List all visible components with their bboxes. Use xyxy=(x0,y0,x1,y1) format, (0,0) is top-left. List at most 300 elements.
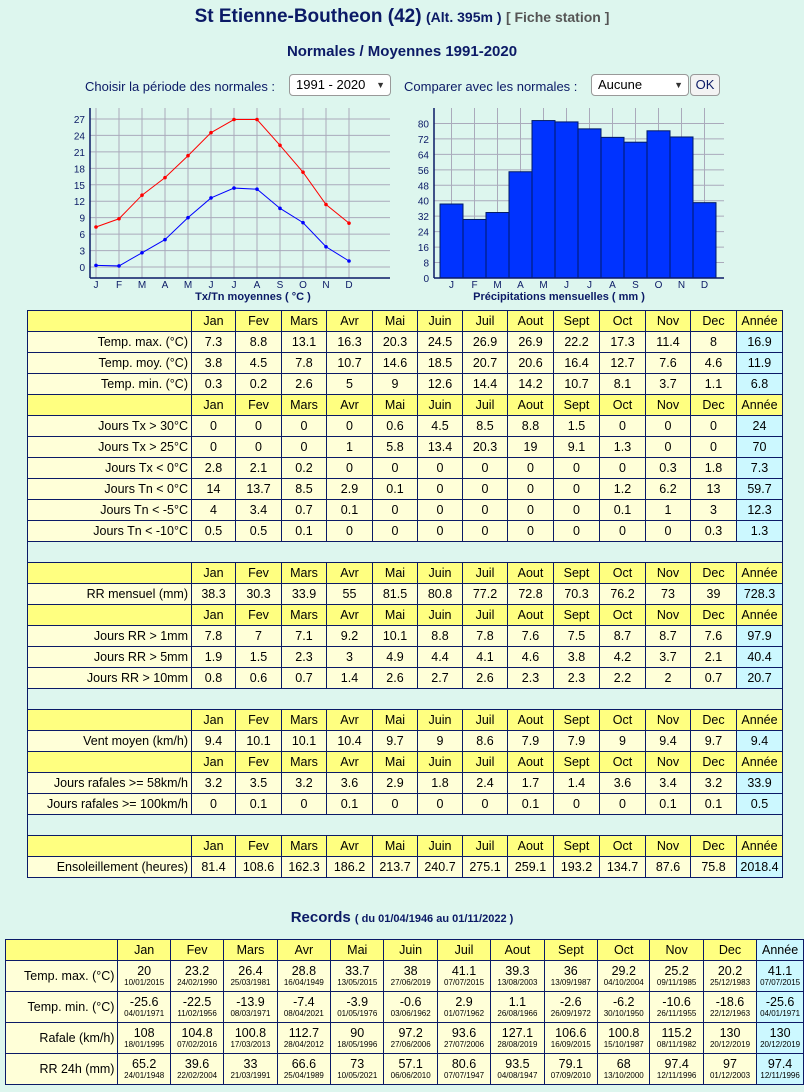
month-header-row xyxy=(28,710,783,731)
table-row xyxy=(28,416,783,437)
record-date: 13/09/1987 xyxy=(550,978,591,987)
period-select-value: 1991 - 2020 xyxy=(296,77,366,92)
record-date: 07/02/2016 xyxy=(177,1040,218,1049)
annee-value-cell: 728.3 xyxy=(737,584,783,605)
annee-value-cell: 6.8 xyxy=(737,374,783,395)
value-cell: 0 xyxy=(508,500,554,521)
precip-bar xyxy=(693,203,716,278)
value-cell: 81.5 xyxy=(373,584,418,605)
row-label: RR mensuel (mm) xyxy=(28,584,192,605)
record-value: 20.2 xyxy=(717,964,743,978)
month-header-cell: Juil xyxy=(463,605,508,626)
value-cell: 8.8 xyxy=(236,332,282,353)
records-row xyxy=(6,1054,804,1085)
normales-table xyxy=(27,310,783,878)
series-line xyxy=(96,188,349,266)
value-cell: 3.8 xyxy=(192,353,236,374)
month-header-cell: Sept xyxy=(554,605,600,626)
month-header-cell: Juil xyxy=(437,940,490,961)
record-value: 41.1 xyxy=(767,964,793,978)
annee-value-cell: 12.3 xyxy=(737,500,783,521)
value-cell: 0.1 xyxy=(236,794,282,815)
value-cell: 2.3 xyxy=(508,668,554,689)
record-value: 39.3 xyxy=(505,964,530,978)
x-tick-label: J xyxy=(564,280,569,291)
precip-bar xyxy=(670,137,693,278)
record-cell xyxy=(224,1023,277,1054)
precip-bar xyxy=(578,129,601,278)
month-header-cell: Sept xyxy=(554,752,600,773)
annee-value-cell: 70 xyxy=(737,437,783,458)
record-value: 97.4 xyxy=(664,1057,689,1071)
month-header-cell: Fev xyxy=(236,563,282,584)
value-cell: 7.8 xyxy=(282,353,327,374)
month-header-cell: Dec xyxy=(691,752,737,773)
y-tick-label: 64 xyxy=(417,150,429,162)
y-tick-label: 27 xyxy=(73,114,85,126)
normales-subtitle: Normales / Moyennes 1991-2020 xyxy=(286,43,518,60)
value-cell: 3.6 xyxy=(327,773,373,794)
spacer-row xyxy=(28,815,783,836)
data-point xyxy=(347,221,351,225)
record-value: 97.2 xyxy=(398,1026,423,1040)
record-value: 28.8 xyxy=(291,964,317,978)
record-value: -2.6 xyxy=(560,995,582,1009)
value-cell: 0 xyxy=(236,437,282,458)
x-tick-label: M xyxy=(493,280,502,291)
value-cell: 72.8 xyxy=(508,584,554,605)
record-cell xyxy=(170,1054,223,1085)
value-cell: 3.7 xyxy=(646,647,691,668)
data-point xyxy=(117,264,121,268)
record-date: 16/04/1949 xyxy=(283,978,324,987)
data-point xyxy=(209,196,213,200)
row-label: Jours RR > 1mm xyxy=(28,626,192,647)
value-cell: 0 xyxy=(463,500,508,521)
value-cell: 0.3 xyxy=(192,374,236,395)
record-cell xyxy=(331,1023,384,1054)
month-header-row xyxy=(28,836,783,857)
annee-header-cell: Année xyxy=(737,710,783,731)
value-cell: 0.8 xyxy=(192,668,236,689)
record-value: 104.8 xyxy=(181,1026,213,1040)
value-cell: 1 xyxy=(327,437,373,458)
spacer-cell xyxy=(28,689,783,710)
value-cell: 26.9 xyxy=(508,332,554,353)
record-cell xyxy=(224,1054,277,1085)
value-cell: 4.2 xyxy=(600,647,646,668)
record-value: 65.2 xyxy=(132,1057,157,1071)
y-tick-label: 8 xyxy=(423,258,429,270)
value-cell: 0.7 xyxy=(691,668,737,689)
value-cell: 0 xyxy=(192,794,236,815)
month-header-cell: Mai xyxy=(373,605,418,626)
value-cell: 0 xyxy=(463,794,508,815)
value-cell: 162.3 xyxy=(282,857,327,878)
month-header-cell: Oct xyxy=(598,940,650,961)
month-header-cell: Mars xyxy=(224,940,277,961)
record-cell xyxy=(118,1023,170,1054)
month-header-cell: Mars xyxy=(282,605,327,626)
month-header-cell: Juil xyxy=(463,563,508,584)
table-row xyxy=(28,731,783,752)
value-cell: 0 xyxy=(418,794,463,815)
value-cell: 30.3 xyxy=(236,584,282,605)
value-cell: 10.1 xyxy=(373,626,418,647)
record-date: 21/03/1991 xyxy=(230,1071,271,1080)
month-header-cell: Fev xyxy=(236,752,282,773)
record-cell xyxy=(650,1054,703,1085)
record-value: 100.8 xyxy=(234,1026,267,1040)
value-cell: 1.8 xyxy=(691,458,737,479)
value-cell: 0 xyxy=(508,521,554,542)
ok-button[interactable]: OK xyxy=(690,74,720,96)
annee-value-cell: 2018.4 xyxy=(737,857,783,878)
value-cell: 9.7 xyxy=(691,731,737,752)
value-cell: 4.6 xyxy=(691,353,737,374)
record-cell xyxy=(277,992,330,1023)
x-tick-label: M xyxy=(183,280,193,291)
annee-value-cell: 9.4 xyxy=(737,731,783,752)
row-label: Temp. max. (°C) xyxy=(6,961,118,992)
spacer-cell xyxy=(28,542,783,563)
value-cell: 275.1 xyxy=(463,857,508,878)
record-value: 90 xyxy=(350,1026,365,1040)
record-date: 03/06/1962 xyxy=(390,1009,431,1018)
x-tick-label: A xyxy=(161,280,169,291)
month-header-row xyxy=(28,563,783,584)
value-cell: 20.7 xyxy=(463,353,508,374)
month-header-cell: Mai xyxy=(373,752,418,773)
value-cell: 0 xyxy=(236,416,282,437)
value-cell: 8.1 xyxy=(600,374,646,395)
value-cell: 4.4 xyxy=(418,647,463,668)
value-cell: 186.2 xyxy=(327,857,373,878)
period-select[interactable] xyxy=(289,74,391,96)
value-cell: 2.7 xyxy=(418,668,463,689)
record-cell xyxy=(703,1054,756,1085)
record-date: 07/09/2010 xyxy=(550,1071,591,1080)
value-cell: 3.4 xyxy=(236,500,282,521)
value-cell: 0.1 xyxy=(327,794,373,815)
record-date: 26/11/1955 xyxy=(656,1009,697,1018)
record-date: 24/01/1948 xyxy=(124,1071,165,1080)
x-tick-label: S xyxy=(276,280,284,291)
value-cell: 9.7 xyxy=(373,731,418,752)
month-header-cell: Avr xyxy=(327,605,373,626)
month-header-cell: Dec xyxy=(691,311,737,332)
month-header-cell: Juin xyxy=(418,563,463,584)
fiche-station-link[interactable]: [ Fiche station ] xyxy=(505,9,610,25)
record-cell xyxy=(598,1054,650,1085)
value-cell: 11.4 xyxy=(646,332,691,353)
x-axis-label: Précipitations mensuelles ( mm ) xyxy=(473,291,645,303)
record-value: 97 xyxy=(723,1057,737,1071)
value-cell: 240.7 xyxy=(418,857,463,878)
value-cell: 20.6 xyxy=(508,353,554,374)
month-header-cell: Juin xyxy=(418,710,463,731)
chevron-down-icon: ▼ xyxy=(674,80,683,90)
month-header-cell: Aout xyxy=(508,710,554,731)
month-header-cell: Avr xyxy=(327,836,373,857)
record-date: 27/06/2006 xyxy=(390,1040,431,1049)
record-date: 13/05/2015 xyxy=(337,978,378,987)
record-cell xyxy=(650,961,703,992)
value-cell: 0.1 xyxy=(327,500,373,521)
value-cell: 0.5 xyxy=(236,521,282,542)
table-row xyxy=(28,584,783,605)
value-cell: 0 xyxy=(646,416,691,437)
month-header-cell: Mars xyxy=(282,311,327,332)
header-blank-cell xyxy=(28,752,192,773)
record-value: 26.4 xyxy=(238,964,263,978)
y-tick-label: 24 xyxy=(417,227,429,239)
value-cell: 1 xyxy=(646,500,691,521)
y-tick-label: 56 xyxy=(417,165,429,177)
month-header-cell: Dec xyxy=(691,710,737,731)
records-row xyxy=(6,1023,804,1054)
value-cell: 8.5 xyxy=(463,416,508,437)
precip-bar xyxy=(486,213,509,278)
y-tick-label: 48 xyxy=(417,181,429,193)
month-header-cell: Aout xyxy=(508,752,554,773)
record-value: 25.2 xyxy=(664,964,689,978)
records-period: ( du 01/04/1946 au 01/11/2022 ) xyxy=(354,913,514,925)
compare-select[interactable] xyxy=(591,74,689,96)
record-cell xyxy=(650,1023,703,1054)
x-axis-label: Tx/Tn moyennes ( °C ) xyxy=(195,291,311,303)
record-date: 22/02/2004 xyxy=(177,1071,218,1080)
value-cell: 4.5 xyxy=(236,353,282,374)
month-header-cell: Dec xyxy=(703,940,756,961)
record-cell xyxy=(491,1054,544,1085)
value-cell: 0 xyxy=(554,500,600,521)
precipitation-chart xyxy=(404,104,734,304)
month-header-cell: Mai xyxy=(373,563,418,584)
row-label: Jours rafales >= 58km/h xyxy=(28,773,192,794)
record-value: 80.6 xyxy=(451,1057,477,1071)
month-header-cell: Mai xyxy=(373,311,418,332)
row-label: Jours Tn < -10°C xyxy=(28,521,192,542)
record-date: 01/07/1962 xyxy=(444,1009,485,1018)
record-date: 11/02/1956 xyxy=(177,1009,217,1018)
month-header-cell: Sept xyxy=(554,710,600,731)
value-cell: 26.9 xyxy=(463,332,508,353)
value-cell: 0 xyxy=(463,521,508,542)
value-cell: 75.8 xyxy=(691,857,737,878)
page-title xyxy=(0,6,804,28)
annee-value-cell: 7.3 xyxy=(737,458,783,479)
value-cell: 3 xyxy=(327,647,373,668)
annee-value-cell: 24 xyxy=(737,416,783,437)
value-cell: 134.7 xyxy=(600,857,646,878)
y-tick-label: 21 xyxy=(73,147,85,159)
precip-bar xyxy=(463,219,486,278)
record-date: 09/11/1985 xyxy=(656,978,697,987)
y-tick-label: 15 xyxy=(73,180,85,192)
record-cell xyxy=(544,1054,597,1085)
month-header-cell: Jan xyxy=(192,752,236,773)
month-header-cell: Dec xyxy=(691,395,737,416)
record-date: 26/09/1972 xyxy=(550,1009,591,1018)
value-cell: 0.5 xyxy=(192,521,236,542)
data-point xyxy=(163,176,167,180)
value-cell: 7.3 xyxy=(192,332,236,353)
value-cell: 0 xyxy=(554,479,600,500)
record-value: 29.2 xyxy=(611,964,636,978)
record-cell xyxy=(544,992,597,1023)
record-cell xyxy=(437,992,490,1023)
value-cell: 10.1 xyxy=(236,731,282,752)
period-label: Choisir la période des normales : xyxy=(85,79,276,94)
month-header-row xyxy=(28,395,783,416)
value-cell: 7.9 xyxy=(508,731,554,752)
value-cell: 8 xyxy=(691,332,737,353)
month-header-cell: Nov xyxy=(646,563,691,584)
value-cell: 8.5 xyxy=(282,479,327,500)
record-value: 36 xyxy=(563,964,578,978)
record-value: 73 xyxy=(350,1057,365,1071)
record-cell xyxy=(170,992,223,1023)
record-date: 22/12/1963 xyxy=(709,1009,751,1018)
value-cell: 14.2 xyxy=(508,374,554,395)
record-cell xyxy=(331,992,384,1023)
month-header-cell: Jan xyxy=(192,311,236,332)
month-header-cell: Jan xyxy=(192,563,236,584)
month-header-cell: Juil xyxy=(463,311,508,332)
value-cell: 0 xyxy=(554,458,600,479)
value-cell: 0 xyxy=(463,479,508,500)
value-cell: 0 xyxy=(418,500,463,521)
record-value: 68 xyxy=(616,1057,631,1071)
data-point xyxy=(232,118,236,122)
table-row xyxy=(28,521,783,542)
record-cell xyxy=(384,992,437,1023)
table-row xyxy=(28,668,783,689)
month-header-cell: Fev xyxy=(170,940,223,961)
value-cell: 12.7 xyxy=(600,353,646,374)
value-cell: 22.2 xyxy=(554,332,600,353)
month-header-cell: Oct xyxy=(600,311,646,332)
record-value: 130 xyxy=(769,1026,791,1040)
value-cell: 16.4 xyxy=(554,353,600,374)
record-date: 13/08/2003 xyxy=(497,978,538,987)
x-tick-label: M xyxy=(137,280,147,291)
value-cell: 0 xyxy=(327,521,373,542)
annee-value-cell: 59.7 xyxy=(737,479,783,500)
records-heading xyxy=(0,909,804,926)
table-row xyxy=(28,374,783,395)
data-point xyxy=(324,245,328,249)
x-tick-label: N xyxy=(322,280,330,291)
month-header-cell: Sept xyxy=(544,940,597,961)
chevron-down-icon: ▼ xyxy=(376,80,385,90)
x-tick-label: A xyxy=(253,280,261,291)
record-date: 08/04/2021 xyxy=(283,1009,324,1018)
value-cell: 9 xyxy=(373,374,418,395)
value-cell: 4.6 xyxy=(508,647,554,668)
value-cell: 13.4 xyxy=(418,437,463,458)
table-row xyxy=(28,353,783,374)
value-cell: 2.6 xyxy=(373,668,418,689)
month-header-cell: Nov xyxy=(646,605,691,626)
record-value: 112.7 xyxy=(288,1026,320,1040)
value-cell: 70.3 xyxy=(554,584,600,605)
record-cell xyxy=(491,1023,544,1054)
value-cell: 0.6 xyxy=(373,416,418,437)
value-cell: 0 xyxy=(192,416,236,437)
value-cell: 2.3 xyxy=(554,668,600,689)
spacer-row xyxy=(28,689,783,710)
value-cell: 108.6 xyxy=(236,857,282,878)
value-cell: 39 xyxy=(691,584,737,605)
x-tick-label: M xyxy=(539,280,548,291)
x-tick-label: A xyxy=(517,280,524,291)
annee-header-cell: Année xyxy=(737,395,783,416)
table-row xyxy=(28,500,783,521)
value-cell: 2 xyxy=(646,668,691,689)
record-value: 97.4 xyxy=(767,1057,793,1071)
record-value: 66.6 xyxy=(291,1057,317,1071)
value-cell: 8.8 xyxy=(418,626,463,647)
y-tick-label: 32 xyxy=(417,212,429,224)
value-cell: 9.1 xyxy=(554,437,600,458)
value-cell: 7.6 xyxy=(691,626,737,647)
month-header-cell: Dec xyxy=(691,836,737,857)
record-date: 20/12/2019 xyxy=(760,1040,801,1049)
month-header-cell: Juil xyxy=(463,710,508,731)
data-point xyxy=(163,238,167,242)
x-tick-label: D xyxy=(345,280,353,291)
value-cell: 0 xyxy=(508,458,554,479)
data-point xyxy=(278,207,282,211)
value-cell: 77.2 xyxy=(463,584,508,605)
annee-value-cell: 40.4 xyxy=(737,647,783,668)
record-value: 33.7 xyxy=(345,964,370,978)
y-tick-label: 6 xyxy=(79,230,85,242)
value-cell: 2.2 xyxy=(600,668,646,689)
y-tick-label: 40 xyxy=(417,196,429,208)
value-cell: 3.2 xyxy=(192,773,236,794)
record-date: 13/10/2000 xyxy=(603,1071,644,1080)
record-cell xyxy=(170,1023,223,1054)
record-value: 33 xyxy=(243,1057,258,1071)
annee-record-cell xyxy=(757,992,804,1023)
record-date: 01/05/1976 xyxy=(337,1009,378,1018)
record-value: 39.6 xyxy=(184,1057,210,1071)
data-point xyxy=(347,259,351,263)
value-cell: 0 xyxy=(418,458,463,479)
record-date: 01/12/2003 xyxy=(709,1071,751,1080)
row-label: RR 24h (mm) xyxy=(6,1054,118,1085)
station-name: St Etienne-Boutheon (42) xyxy=(194,6,422,27)
annee-value-cell: 11.9 xyxy=(737,353,783,374)
header-blank-cell xyxy=(6,940,118,961)
value-cell: 7 xyxy=(236,626,282,647)
record-cell xyxy=(118,1054,170,1085)
value-cell: 19 xyxy=(508,437,554,458)
record-value: 38 xyxy=(403,964,418,978)
record-cell xyxy=(703,992,756,1023)
value-cell: 3.7 xyxy=(646,374,691,395)
value-cell: 0.1 xyxy=(508,794,554,815)
month-header-cell: Juin xyxy=(418,752,463,773)
month-header-cell: Mai xyxy=(331,940,384,961)
value-cell: 2.6 xyxy=(463,668,508,689)
month-header-cell: Oct xyxy=(600,836,646,857)
row-label: Vent moyen (km/h) xyxy=(28,731,192,752)
record-value: 23.2 xyxy=(184,964,210,978)
